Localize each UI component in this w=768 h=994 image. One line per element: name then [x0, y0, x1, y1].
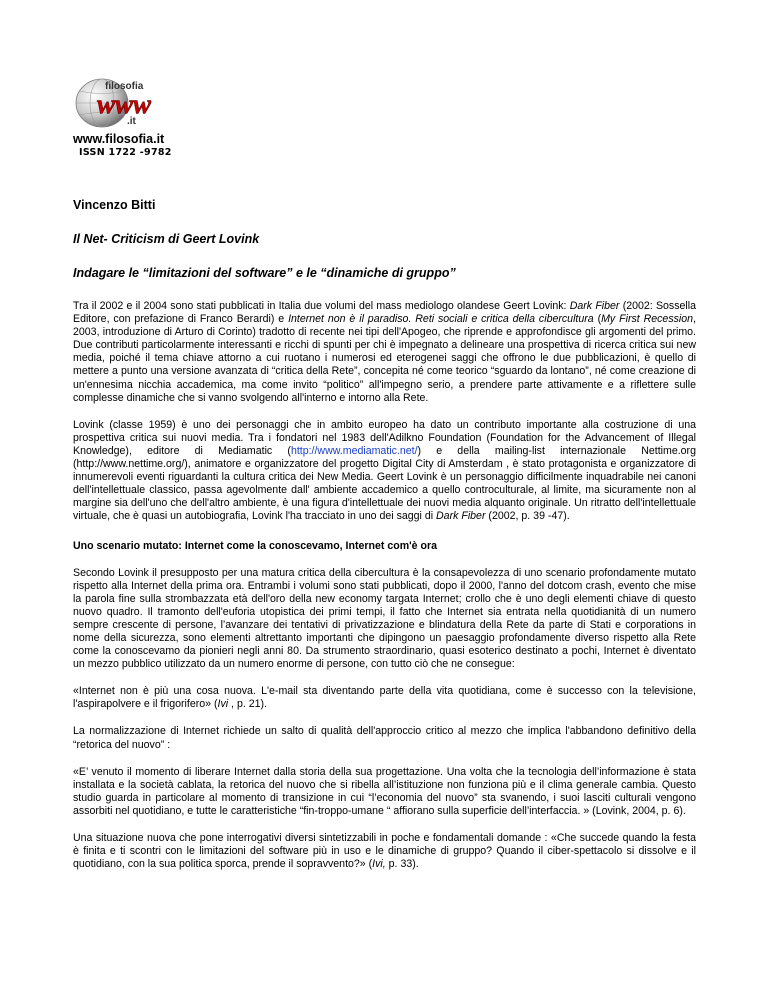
paragraph-3: Secondo Lovink il presupposto per una matura critica della cibercultura è la consapevolezza di uno scenario profondamente mutato rispetto alla Internet della prima ora. Entrambi i volumi sono stati pubblicati, dopo il 2000, l'anno del dotcom crash, evento che mise la parola fine sulla strombazzata età dell'oro della new economy targata Internet; crollo che è uno degli elementi chiave di questo nuovo quadro. Il tramonto dell'euforia utopistica dei primi tempi, il fatto che Internet sia entrata nella quotidianità di un numero sempre crescente di persone, l’avanzare dei tentativi di privatizzazione e blindatura della Rete da parte di Stati e corporations in nome della sicurezza, sono elementi altrettanto importanti che dipingono un paesaggio profondamente diverso rispetto alla Rete come la conoscevamo da pionieri negli anni 80. Da strumento straordinario, quasi esoterico destinato a pochi, Internet è diventato un mezzo pubblico utilizzato da un numero enorme di persone, con tutto ciò che ne consegue: [73, 566, 696, 671]
filosofia-logo[interactable] [75, 76, 175, 128]
svg-text:.it: .it [127, 116, 136, 127]
section-heading: Uno scenario mutato: Internet come la conoscevamo, Internet com'è ora [73, 539, 437, 552]
issn-number: ISSN 1722 -9782 [79, 147, 172, 158]
article-subtitle: Indagare le “limitazioni del software” e le “dinamiche di gruppo” [73, 266, 456, 280]
document-page [73, 76, 696, 871]
paragraph-5: Una situazione nuova che pone interrogativi diversi sintetizzabili in poche e fondamentali domande : «Che succede quando la festa è finita e ti scontri con le limitazioni del software più in uso e le dinamiche di gruppo? Quando il ciber-spettacolo si dissolve e il quotidiano, con la sua politica sporca, prende il sopravvento?» (Ivi, p. 33). [73, 832, 696, 871]
globe-logo-icon [75, 76, 175, 128]
paragraph-4: La normalizzazione di Internet richiede un salto di qualità dell'approccio critico al mezzo che implica l'abbandono definitivo della “retorica del nuovo” : [73, 725, 696, 751]
article-title: Il Net- Criticism di Geert Lovink [73, 232, 260, 246]
quote-2: «E’ venuto il momento di liberare Internet dalla storia della sua progettazione. Una volta che la tecnologia dell’informazione è stata installata e la società cablata, la retorica del nuovo che si ribella all’istituzione non funziona più e il clima generale cambia. Questo studio guarda in particolare al momento di transizione in cui “l’economia del nuovo” sta svanendo, i suoi lasciti culturali vengono assorbiti nel quotidiano, e tutte le caratteristiche “fin-troppo-umane “ affiorano sulla superficie dell’interfaccia. » (Lovink, 2004, p. 6). [73, 765, 696, 817]
mediamatic-link[interactable]: http://www.mediamatic.net/ [290, 444, 418, 457]
svg-text:filosofia: filosofia [105, 81, 144, 92]
quote-1: «Internet non è più una cosa nuova. L'e-mail sta diventando parte della vita quotidiana, come è successo con la televisione, l'aspirapolvere e il frigorifero» (Ivi , p. 21). [73, 685, 696, 711]
paragraph-2: Lovink (classe 1959) è uno dei personaggi che in ambito europeo ha dato un contributo importante alla costruzione di una prospettiva critica sui nuovi media. Tra i fondatori nel 1983 dell'Adilkno Foundation (Foundation for the Advancement of Illegal Knowledge), editore di Mediamatic (http://www.mediamatic.net/) e della mailing-list internazionale Nettime.org (http://www.nettime.org/), animatore e organizzatore del progetto Digital City di Amsterdam , è stato protagonista e organizzatore di innumerevoli eventi riguardanti la cultura critica dei New Media. Geert Lovink è un personaggio difficilmente inquadrabile nei canoni dell'intellettuale classico, passa agevolmente dall' ambiente accademico a quello controculturale, al limite, ma sicuramente non al margine sia dell'uno che dell'altro ambiente, è una figura d'intellettuale dei nuovi media alquanto originale. Un ritratto dell'intellettuale virtuale, che è quasi un autobiografia, Lovink l'ha tracciato in uno dei saggi di Dark Fiber (2002, p. 39 -47). [73, 418, 696, 523]
svg-text:www: www [97, 89, 152, 119]
paragraph-1: Tra il 2002 e il 2004 sono stati pubblicati in Italia due volumi del mass mediologo olandese Geert Lovink: Dark Fiber (2002: Sossella Editore, con prefazione di Franco Berardi) e Internet non è il paradiso. Reti sociali e critica della cibercultura (My First Recession, 2003, introduzione di Arturo di Corinto) tradotto di recente nei tipi dell'Apogeo, che riprende e approfondisce gli argomenti del primo. Due contributi particolarmente interessanti e ricchi di spunti per chi è impegnato a delineare una prospettiva di ricerca critica sui new media, poiché il tema chiave attorno a cui ruotano i numerosi ed eterogenei saggi che offrono le due pubblicazioni, è quello di mettere a punto una versione avanzata di “critica della Rete”, concepita né come teorico “sguardo da lontano”, né come creazione di un'ennesima nicchia accademica, ma come invito “politico” all'impegno serio, a prendere parte attivamente e a riflettere sulle complesse dinamiche che si vanno svolgendo all'interno e intorno alla Rete. [73, 300, 697, 404]
article-author: Vincenzo Bitti [73, 198, 156, 212]
site-url[interactable]: www.filosofia.it [73, 132, 165, 146]
